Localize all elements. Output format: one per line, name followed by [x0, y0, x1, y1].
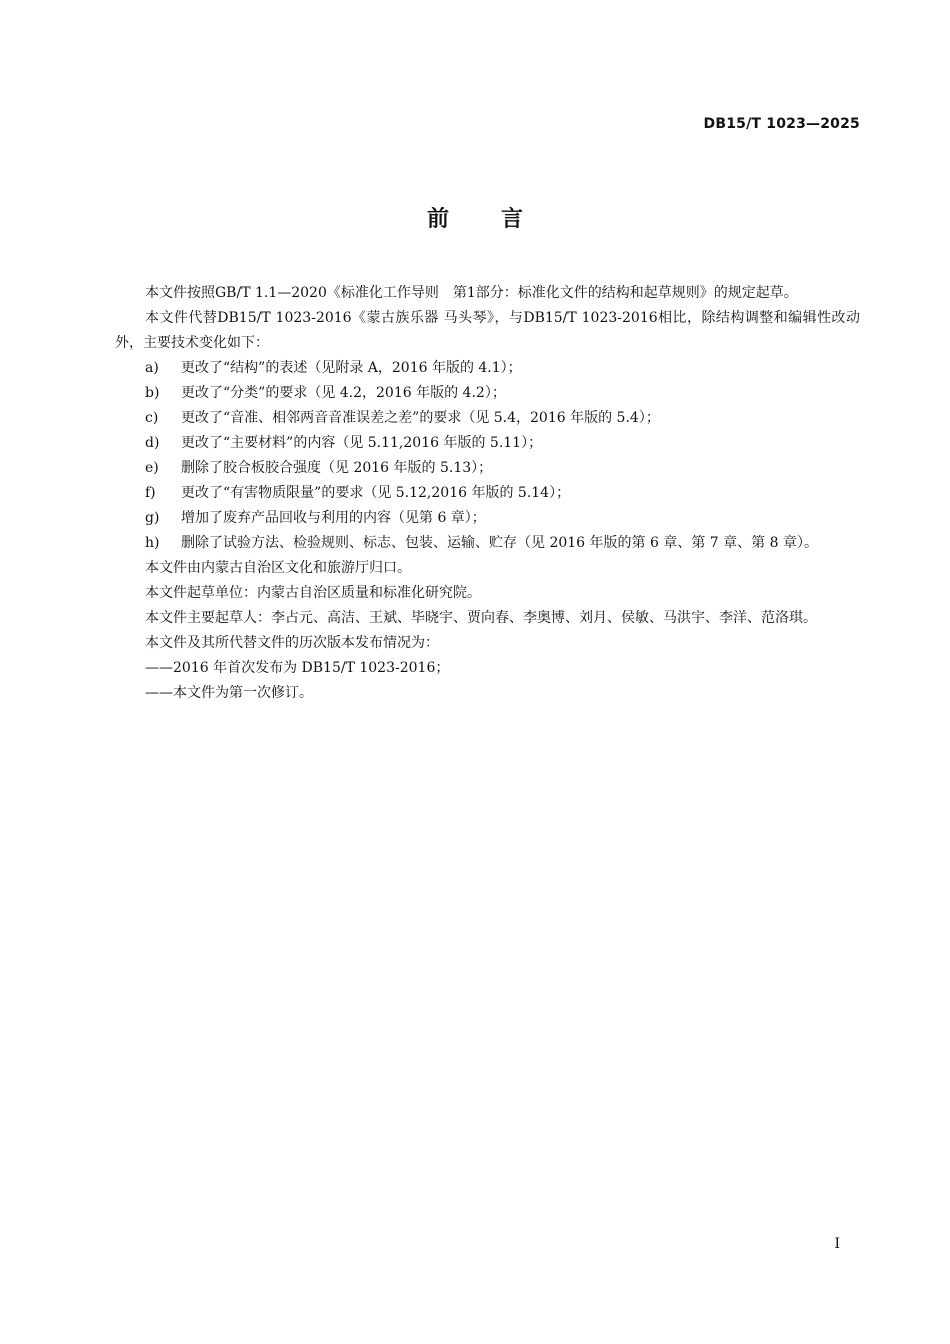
paragraph-responsible-dept: 本文件由内蒙古自治区文化和旅游厅归口。	[145, 560, 411, 576]
list-text: 删除了试验方法、检验规则、标志、包装、运输、贮存（见 2016 年版的第 6 章、第 7 章、第 8 章）。	[181, 535, 818, 551]
standard-code: DB15/T 1023—2025	[703, 116, 860, 132]
list-marker: h)	[145, 535, 160, 551]
list-item	[115, 481, 860, 506]
changes-list	[115, 356, 860, 556]
history-item: ——2016 年首次发布为 DB15/T 1023-2016；	[145, 660, 450, 676]
list-marker: d)	[145, 435, 160, 451]
list-text: 更改了“音准、相邻两音音准误差之差”的要求（见 5.4，2016 年版的 5.4）；	[181, 410, 660, 426]
list-marker: f)	[145, 485, 156, 501]
title-char-2: 言	[501, 207, 524, 232]
paragraph-drafting-basis: 本文件按照GB/T 1.1—2020《标准化工作导则 第1部分：标准化文件的结构和起草规则》的规定起草。	[145, 285, 798, 301]
list-marker: c)	[145, 410, 159, 426]
list-marker: g)	[145, 510, 160, 526]
list-item	[115, 531, 860, 556]
paragraph-drafting-unit: 本文件起草单位：内蒙古自治区质量和标准化研究院。	[145, 585, 481, 601]
list-marker: b)	[145, 385, 160, 401]
paragraph-replacement: 本文件代替DB15/T 1023-2016《蒙古族乐器 马头琴》，与DB15/T 1023-2016相比，除结构调整和编辑性改动外，主要技术变化如下：	[115, 310, 860, 351]
list-item	[115, 381, 860, 406]
paragraph-drafters: 本文件主要起草人：李占元、高洁、王斌、毕晓宇、贾向春、李奥博、刘月、侯敏、马洪宇、李洋、范洛琪。	[145, 610, 817, 626]
list-item	[115, 356, 860, 381]
list-text: 更改了“主要材料”的内容（见 5.11,2016 年版的 5.11）；	[181, 435, 543, 451]
list-item	[115, 431, 860, 456]
list-item	[115, 506, 860, 531]
title-char-1: 前	[426, 207, 449, 232]
list-item	[115, 406, 860, 431]
list-text: 更改了“分类”的要求（见 4.2，2016 年版的 4.2）；	[181, 385, 506, 401]
list-marker: a)	[145, 360, 159, 376]
page-title	[0, 202, 950, 233]
list-text: 增加了废弃产品回收与利用的内容（见第 6 章）；	[181, 510, 486, 526]
list-item	[115, 456, 860, 481]
history-item: ——本文件为第一次修订。	[145, 685, 313, 701]
list-text: 更改了“有害物质限量”的要求（见 5.12,2016 年版的 5.14）；	[181, 485, 571, 501]
list-marker: e)	[145, 460, 159, 476]
list-text: 删除了胶合板胶合强度（见 2016 年版的 5.13）；	[181, 460, 493, 476]
paragraph-history-intro: 本文件及其所代替文件的历次版本发布情况为：	[145, 635, 439, 651]
page-number: I	[834, 1236, 840, 1252]
foreword-body	[115, 281, 860, 706]
list-text: 更改了“结构”的表述（见附录 A，2016 年版的 4.1）；	[181, 360, 522, 376]
